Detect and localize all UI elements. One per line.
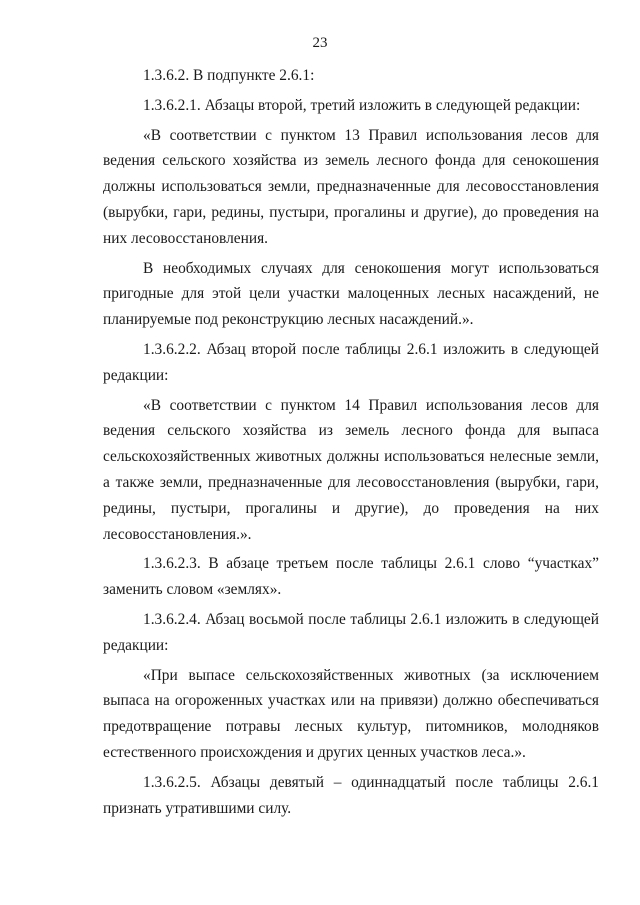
paragraph-1-3-6-2-1: 1.3.6.2.1. Абзацы второй, третий изложить в следующей редакции: bbox=[143, 96, 581, 114]
paragraph-1-3-6-2-4: 1.3.6.2.4. Абзац восьмой после таблицы 2.6.1 изложить в следующей редакции: bbox=[103, 610, 599, 654]
document-body bbox=[103, 63, 599, 825]
quote-paragraph-hay-cutting: «В соответствии с пунктом 13 Правил использования лесов для ведения сельского хозяйства из земель лесного фонда для сенокошения должны использоваться земли, предназначенные для лесовосстановления (вырубки, гари, редины, пустыри, прогалины и другие), до проведения на них лесовосстановления. bbox=[103, 126, 599, 247]
quote-paragraph-grazing-lands: «В соответствии с пунктом 14 Правил использования лесов для ведения сельского хозяйства из земель лесного фонда для выпаса сельскохозяйственных животных должны использоваться нелесные земли, а также земли, предназначенные для лесовосстановления (вырубки, гари, редины, пустыри, прогалины и другие), до проведения на них лесовосстановления.». bbox=[103, 396, 599, 543]
paragraph-1-3-6-2-5: 1.3.6.2.5. Абзацы девятый – одиннадцатый после таблицы 2.6.1 признать утратившими силу. bbox=[103, 773, 599, 817]
paragraph-1-3-6-2: 1.3.6.2. В подпункте 2.6.1: bbox=[143, 67, 315, 84]
quote-paragraph-low-value-stands: В необходимых случаях для сенокошения могут использоваться пригодные для этой цели участки малоценных лесных насаждений, не планируемые под реконструкцию лесных насаждений.». bbox=[103, 259, 599, 329]
paragraph-1-3-6-2-2: 1.3.6.2.2. Абзац второй после таблицы 2.6.1 изложить в следующей редакции: bbox=[103, 340, 599, 384]
page-number: 23 bbox=[312, 35, 328, 51]
paragraph-1-3-6-2-3: 1.3.6.2.3. В абзаце третьем после таблицы 2.6.1 слово “участках” заменить словом «землях». bbox=[103, 555, 599, 599]
quote-paragraph-grazing-protection: «При выпасе сельскохозяйственных животных (за исключением выпаса на огороженных участках или на привязи) должно обеспечиваться предотвращение потравы лесных культур, питомников, молодняков естественного происхождения и других ценных участков леса.». bbox=[103, 666, 599, 761]
